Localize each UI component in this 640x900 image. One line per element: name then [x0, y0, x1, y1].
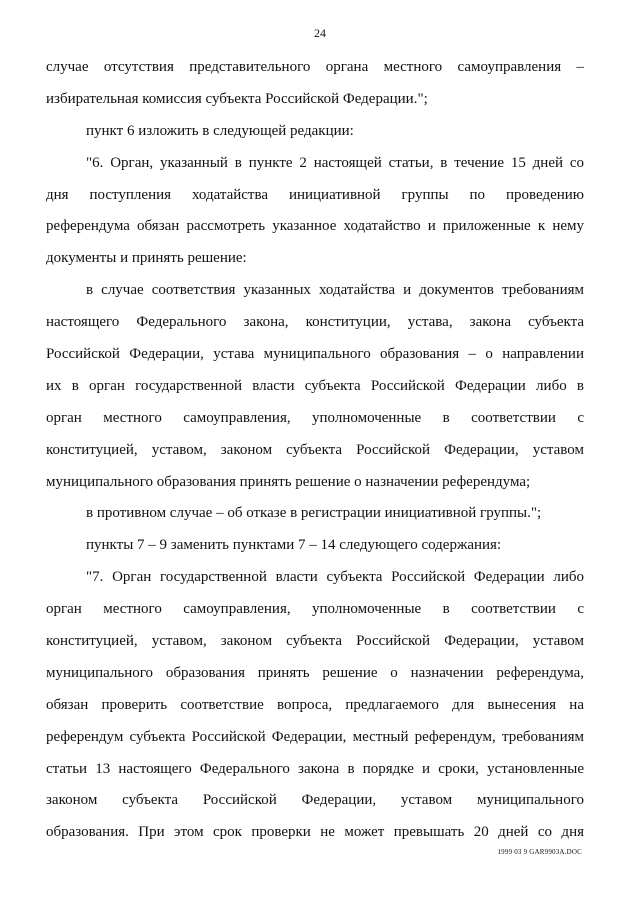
- text-line: документы и принять решение:: [46, 250, 247, 267]
- document-body: [46, 52, 584, 849]
- text-line: случае отсутствия представительного органа местного самоуправления –: [46, 59, 584, 75]
- text-line: законом субъекта Российской Федерации, уставом муниципального: [46, 792, 584, 809]
- text-line: конституцией, уставом, законом субъекта Российской Федерации, уставом: [46, 441, 584, 458]
- text-line: "7. Орган государственной власти субъекта Российской Федерации либо: [86, 569, 584, 586]
- page-number: 24: [314, 26, 326, 40]
- text-line: референдум субъекта Российской Федерации, местный референдум, требованиям: [46, 728, 584, 745]
- text-line: образования. При этом срок проверки не может превышать 20 дней со дня: [46, 824, 584, 841]
- text-line: референдума обязан рассмотреть указанное ходатайство и приложенные к нему: [46, 218, 584, 235]
- text-line: дня поступления ходатайства инициативной группы по проведению: [46, 186, 584, 203]
- text-line: орган местного самоуправления, уполномоченные в соответствии с: [46, 601, 584, 618]
- text-line: орган местного самоуправления, уполномоченные в соответствии с: [46, 409, 584, 426]
- text-line: настоящего Федерального закона, конституции, устава, закона субъекта: [46, 314, 584, 331]
- text-line: муниципального образования принять решение о назначении референдума,: [46, 664, 584, 681]
- text-line: "6. Орган, указанный в пункте 2 настоящей статьи, в течение 15 дней со: [86, 154, 584, 171]
- text-line: конституцией, уставом, законом субъекта Российской Федерации, уставом: [46, 633, 584, 650]
- text-line: Российской Федерации, устава муниципального образования – о направлении: [46, 346, 584, 363]
- text-line: пункты 7 – 9 заменить пунктами 7 – 14 следующего содержания:: [86, 537, 502, 554]
- text-line: пункт 6 изложить в следующей редакции:: [86, 122, 354, 139]
- text-line: муниципального образования принять решение о назначении референдума;: [46, 473, 531, 490]
- document-file-code: 1999 03 9 GAR9903A.DOC: [497, 848, 582, 856]
- text-line: избирательная комиссия субъекта Российской Федерации.";: [46, 90, 428, 107]
- text-line: в противном случае – об отказе в регистрации инициативной группы.";: [86, 505, 542, 522]
- text-line: в случае соответствия указанных ходатайства и документов требованиям: [86, 282, 584, 299]
- text-line: их в орган государственной власти субъекта Российской Федерации либо в: [46, 377, 584, 394]
- text-line: статьи 13 настоящего Федерального закона в порядке и сроки, установленные: [46, 760, 584, 777]
- text-line: обязан проверить соответствие вопроса, предлагаемого для вынесения на: [46, 696, 584, 713]
